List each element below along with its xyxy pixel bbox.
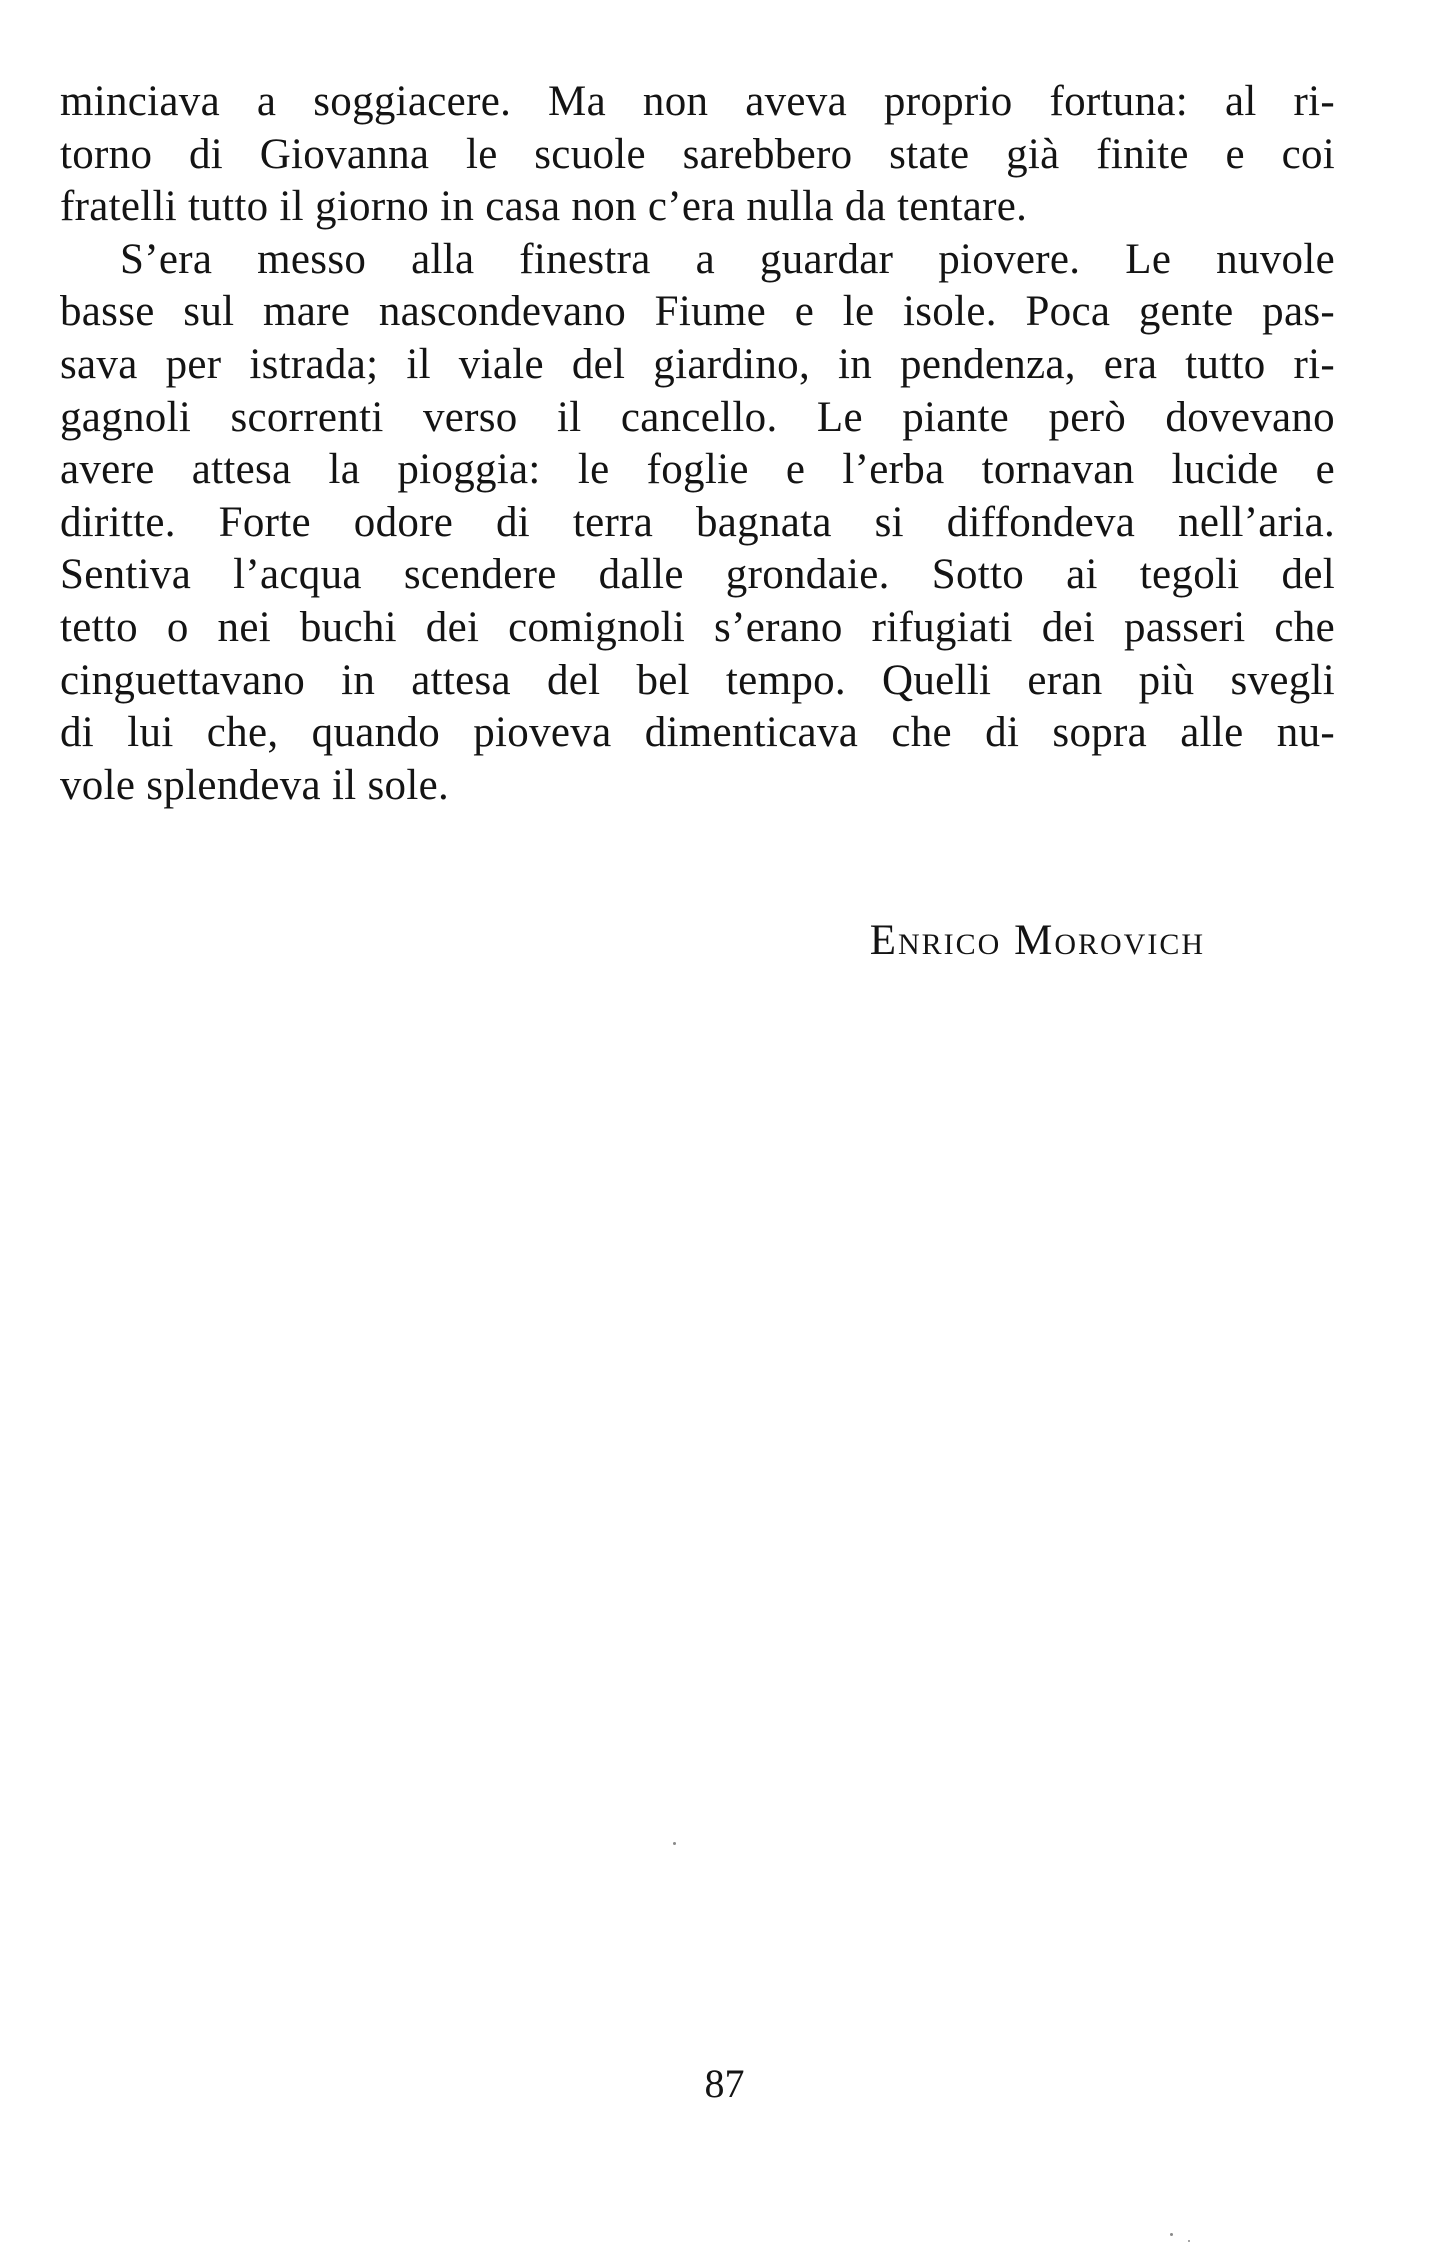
text-line: tetto o nei buchi dei comignoli s’erano rifugiati dei passeri che [60,603,1335,651]
text-line: avere attesa la pioggia: le foglie e l’erba tornavan lucide e [60,446,1335,494]
text-line: sava per istrada; il viale del giardino, in pendenza, era tutto ri- [60,340,1335,388]
text-line: fratelli tutto il giorno in casa non c’era nulla da tentare. [60,183,1028,231]
text-line: basse sul mare nascondevano Fiume e le isole. Poca gente pas- [60,288,1335,336]
text-line: S’era messo alla finestra a guardar piovere. Le nuvole [120,235,1335,283]
text-line: diritte. Forte odore di terra bagnata si diffondeva nell’aria. [60,498,1335,546]
page-number: 87 [704,2061,745,2106]
text-line: cinguettavano in attesa del bel tempo. Quelli eran più svegli [60,656,1335,704]
text-line: di lui che, quando pioveva dimenticava che di sopra alle nu- [60,709,1335,757]
text-line: vole splendeva il sole. [60,761,450,809]
body-text [60,76,1335,812]
scan-speck [1170,2233,1173,2236]
text-line: Sentiva l’acqua scendere dalle grondaie. Sotto ai tegoli del [60,551,1335,599]
text-line: minciava a soggiacere. Ma non aveva proprio fortuna: al ri- [60,78,1335,125]
scan-speck [1188,2240,1190,2242]
author-signature: Enrico Morovich [869,917,1205,964]
text-line: gagnoli scorrenti verso il cancello. Le piante però dovevano [60,393,1335,441]
text-line: torno di Giovanna le scuole sarebbero state già finite e coi [60,130,1335,178]
scan-speck [673,1842,676,1845]
